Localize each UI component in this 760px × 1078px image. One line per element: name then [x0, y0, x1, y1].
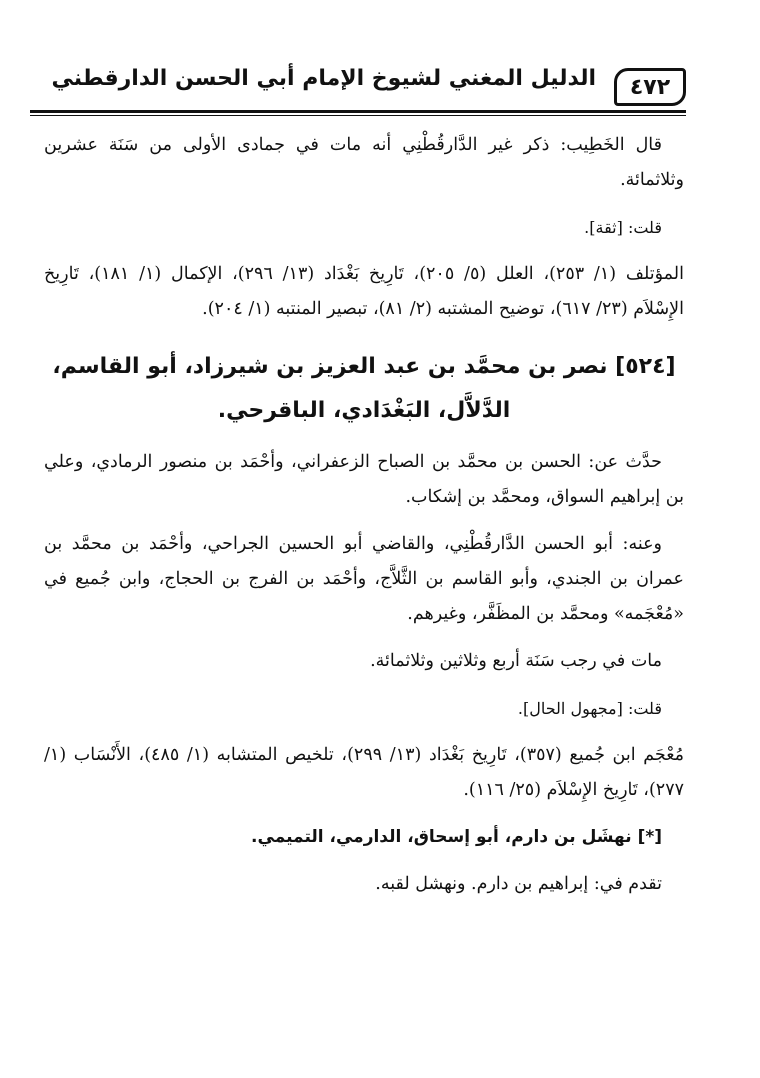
entry-title: [٥٢٤] نصر بن محمَّد بن عبد العزيز بن شيرزاد، أبو القاسم، الدَّلاَّل، البَغْدَادي، الباقرحي.: [52, 354, 676, 423]
verdict: قلت: [ثقة].: [584, 218, 662, 237]
page-header: [30, 62, 686, 112]
sub-entry-title: [*] نهشَل بن دارم، أبو إسحاق، الدارمي، التميمي.: [251, 827, 662, 847]
verdict: قلت: [مجهول الحال].: [517, 699, 662, 718]
page-number: ٤٧٢: [614, 68, 686, 106]
students-paragraph: وعنه: أبو الحسن الدَّارقُطْنِي، والقاضي أبو الحسين الجراحي، وأحْمَد بن محمَّد بن عمران بن الجندي، وأبو القاسم بن الثَّلاَّج، وأحْمَد بن الفرج بن الحجاج، وابن جُميع في «مُعْجَمه» ومحمَّد بن المظَفَّر، وغيرهم.: [44, 534, 684, 624]
cross-reference: تقدم في: إبراهيم بن دارم. ونهشل لقبه.: [375, 874, 662, 894]
header-rule: [30, 110, 686, 113]
header-rule-thin: [30, 115, 686, 116]
references: مُعْجَم ابن جُميع (٣٥٧)، تَارِيخ بَغْدَاد (١٣/ ٢٩٩)، تلخيص المتشابه (١/ ٤٨٥)، الأَنْسَاب (١/ ٢٧٧)، تَارِيخ الإِسْلاَم (٢٥/ ١١٦).: [44, 745, 685, 800]
references: المؤتلف (١/ ٢٥٣)، العلل (٥/ ٢٠٥)، تَارِيخ بَغْدَاد (١٣/ ٢٩٦)، الإكمال (١/ ١٨١)، تَارِيخ الإِسْلاَم (٢٣/ ٦١٧)، توضيح المشتبه (٢/ ٨١)، تبصير المنتبه (١/ ٢٠٤).: [44, 264, 684, 319]
running-title: الدليل المغني لشيوخ الإمام أبي الحسن الدارقطني: [51, 66, 596, 91]
page-body: [44, 128, 684, 914]
teachers-paragraph: حدَّث عن: الحسن بن محمَّد بن الصباح الزعفراني، وأحْمَد بن منصور الرمادي، وعلي بن إبراهيم السواق، ومحمَّد بن إشكاب.: [44, 452, 684, 507]
death-paragraph: مات في رجب سَنَة أربع وثلاثين وثلاثمائة.: [370, 651, 662, 671]
paragraph: قال الخَطِيب: ذكر غير الدَّارقُطْنِي أنه مات في جمادى الأولى من سَنَة عشرين وثلاثمائة.: [44, 135, 684, 190]
